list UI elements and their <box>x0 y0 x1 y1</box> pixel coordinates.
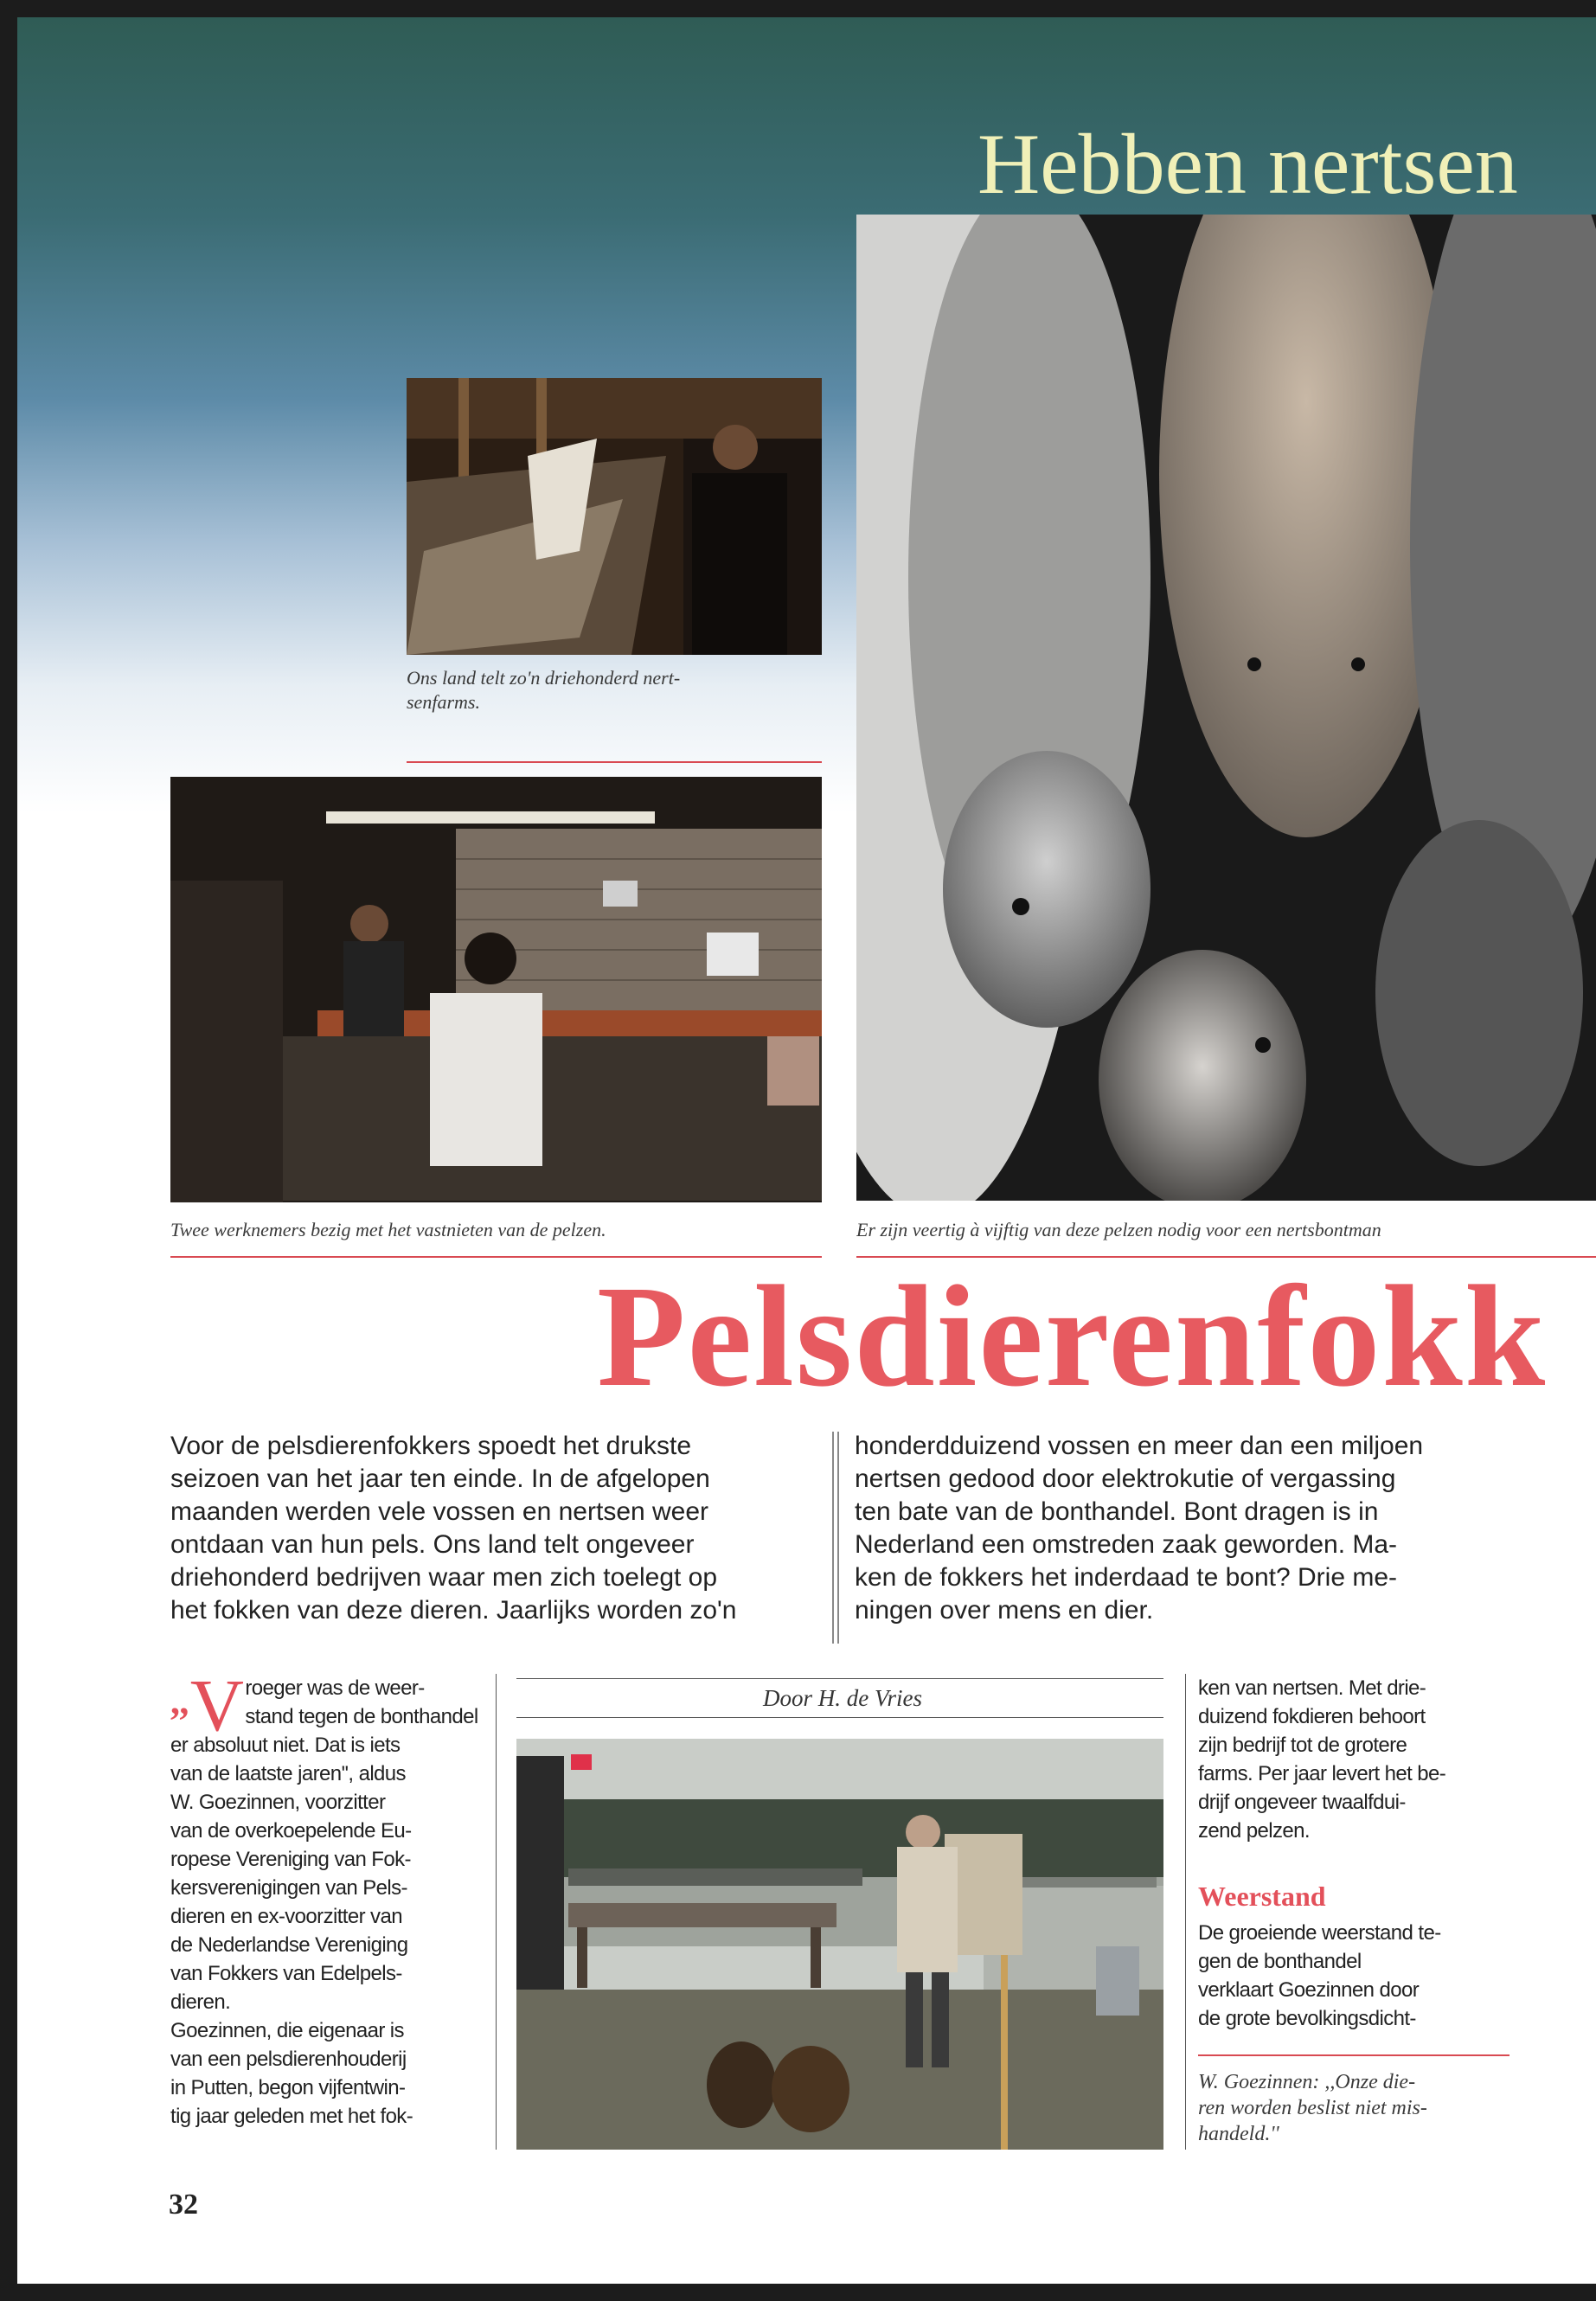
caption-rule-goezinnen <box>1198 2054 1509 2056</box>
photo-goezinnen <box>516 1739 1163 2150</box>
subhead-weerstand: Weerstand <box>1198 1881 1326 1912</box>
quote-mark: ,, <box>170 1680 189 1722</box>
intro-divider-2 <box>837 1432 839 1644</box>
body-column-1-text: roeger was de weer- stand tegen de bonthandel er absoluut niet. Dat is iets van de laatste jaren'', aldus W. Goezinnen, voorzitter van de overkoepelende Eu- ropese Vereniging van Fok- kersverenigingen van Pels- dieren en ex-voorzitter van de Nederlandse Vereniging van Fokkers van Edelpels- dieren. Goezinnen, die eigenaar is van een pelsdierenhouderij in Putten, begon vijfentwin- tig jaar geleden met het fok- <box>170 1676 478 2128</box>
caption-workers: Twee werknemers bezig met het vastnieten van de pelzen. <box>170 1219 606 1240</box>
body-column-3a: ken van nertsen. Met drie- duizend fokdieren behoort zijn bedrijf tot de grotere farms. Per jaar levert het be- drijf ongeveer twaalfdui- zend pelzen. <box>1198 1676 1446 1843</box>
photo-mink-pelts <box>856 215 1596 1201</box>
body-column-3b: De groeiende weerstand te- gen de bonthandel verklaart Goezinnen door de grote bevolkingsdicht- <box>1198 1921 1441 2030</box>
column-divider-3 <box>1185 1674 1186 2150</box>
caption-rule-pelts <box>856 1256 1596 1258</box>
page-edge-top <box>0 0 1596 17</box>
caption-rule-workers <box>170 1256 822 1258</box>
article-title: Pelsdierenfokk <box>597 1259 1548 1414</box>
photo-workers <box>170 777 822 1202</box>
intro-divider <box>832 1432 834 1644</box>
caption-goezinnen: W. Goezinnen: ,,Onze die- ren worden beslist niet mis- handeld.'' <box>1198 2071 1427 2145</box>
page-edge-left <box>0 0 17 2301</box>
byline: Door H. de Vries <box>763 1685 922 1711</box>
photo-mink-farm <box>407 378 822 655</box>
body-column-1 <box>170 1663 499 2131</box>
caption-pelts: Er zijn veertig à vijftig van deze pelzen nodig voor een nertsbontman <box>856 1219 1381 1240</box>
column-divider-1 <box>496 1674 497 2150</box>
byline-rule-bottom <box>516 1717 1163 1718</box>
byline-rule-top <box>516 1678 1163 1679</box>
page-number: 32 <box>169 2189 198 2221</box>
caption-farm: Ons land telt zo'n driehonderd nert- senfarms. <box>407 667 681 713</box>
page-edge-bottom <box>0 2284 1596 2301</box>
headline-top: Hebben nertsen <box>977 116 1518 212</box>
intro-right: honderdduizend vossen en meer dan een miljoen nertsen gedood door elektrokutie of vergassing ten bate van de bonthandel. Bont dragen is in Nederland een omstreden zaak geworden. Ma- ken de fokkers het inderdaad te bont? Drie me- ningen over mens en dier. <box>855 1432 1424 1625</box>
dropcap: V <box>189 1663 244 1747</box>
intro-left: Voor de pelsdierenfokkers spoedt het drukste seizoen van het jaar ten einde. In de afgelopen maanden werden vele vossen en nertsen weer ontdaan van hun pels. Ons land telt ongeveer driehonderd bedrijven waar men zich toelegt op het fokken van deze dieren. Jaarlijks worden zo'n <box>170 1432 737 1625</box>
flag-marker <box>571 1754 592 1770</box>
caption-rule <box>407 761 822 763</box>
